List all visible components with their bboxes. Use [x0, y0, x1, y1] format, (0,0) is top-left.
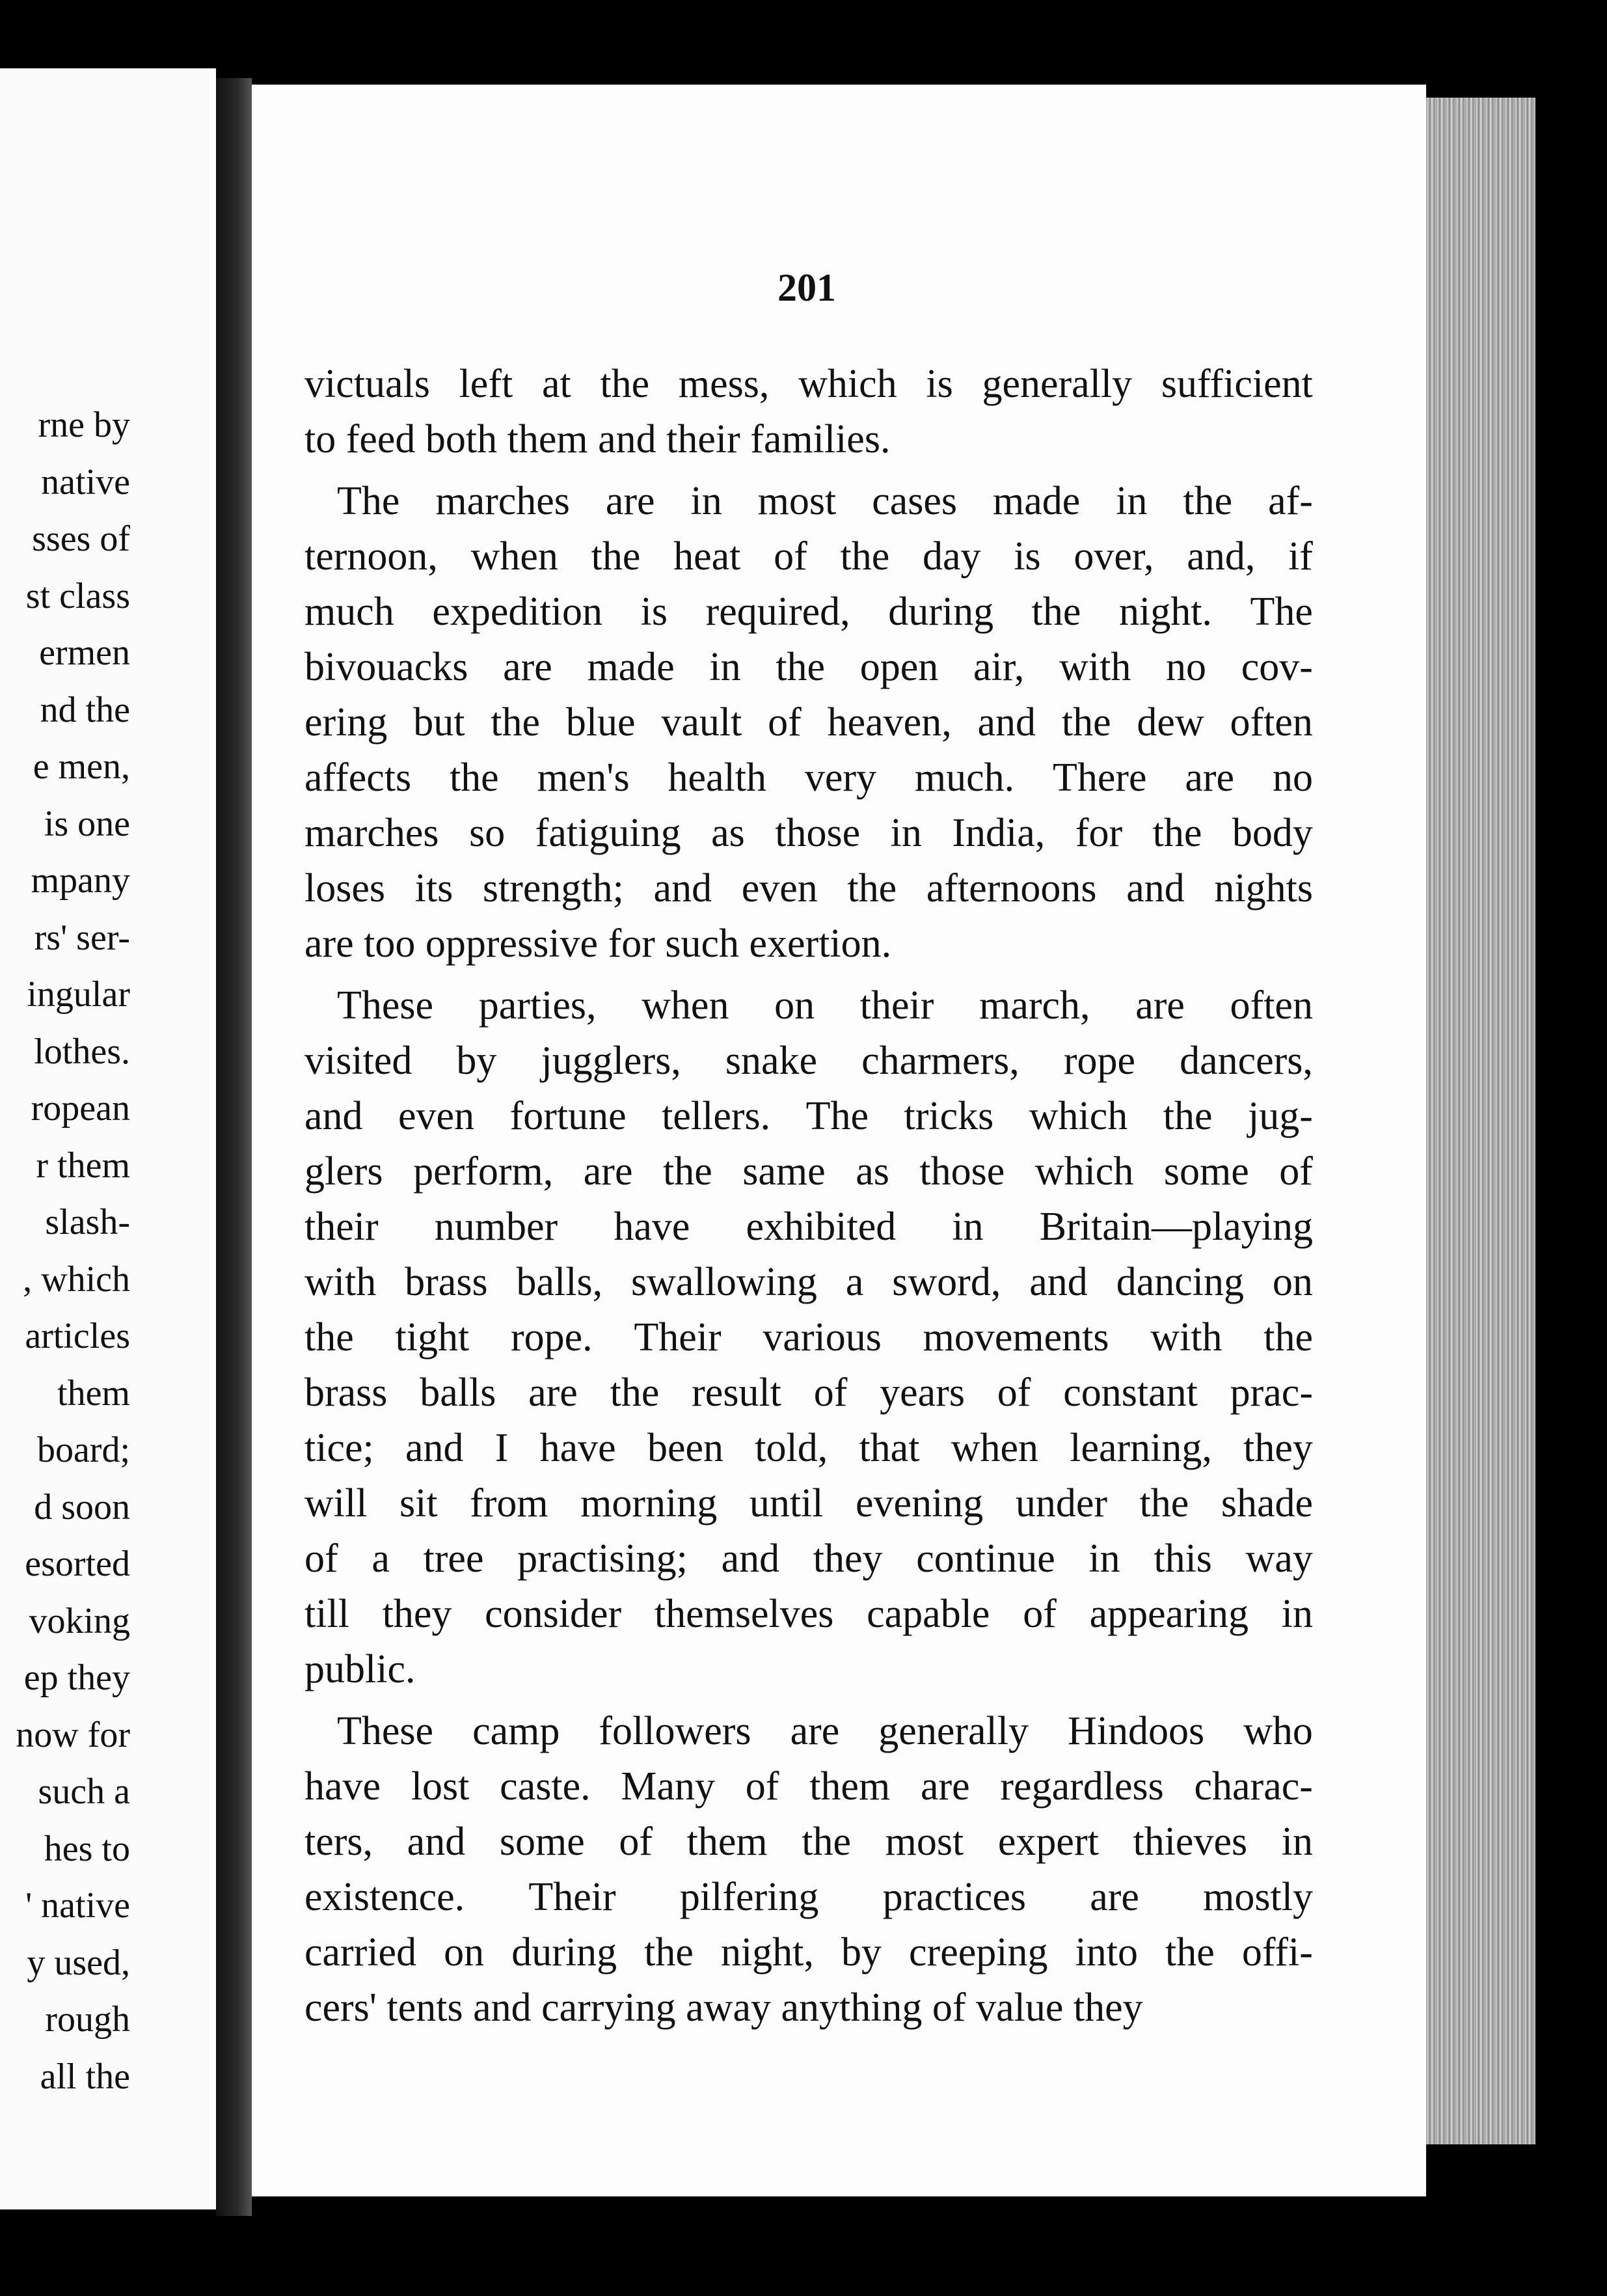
book-gutter [216, 78, 252, 2216]
body-text [304, 357, 1313, 2036]
left-page-line: voking [29, 1600, 130, 1641]
paragraph-gap [304, 1697, 1313, 1704]
text-line: public. [304, 1647, 416, 1691]
paragraph-gap [304, 467, 1313, 474]
page-number: 201 [777, 266, 836, 309]
left-page-line: slash- [45, 1202, 130, 1242]
text-line: affects the men's health very much. There are no [304, 756, 1313, 800]
left-page-line: ropean [31, 1088, 130, 1128]
text-line: will sit from morning until evening under the shade [304, 1481, 1313, 1525]
text-line: are too oppressive for such exertion. [304, 922, 892, 966]
left-page-line: esorted [25, 1544, 130, 1584]
left-page-line: ingular [27, 974, 130, 1015]
left-page-line: nd the [40, 689, 130, 730]
left-page-line: rough [45, 1999, 130, 2040]
left-page-line: all the [40, 2056, 130, 2097]
text-line: These parties, when on their march, are often [337, 983, 1313, 1028]
text-line: of a tree practising; and they continue in this way [304, 1537, 1313, 1581]
left-page-line: ' native [25, 1885, 130, 1926]
text-line: their number have exhibited in Britain—playing [304, 1205, 1313, 1249]
left-page-line: ermen [39, 633, 130, 673]
text-line: marches so fatiguing as those in India, for the body [304, 811, 1313, 855]
left-page-line: native [41, 461, 130, 502]
text-line: victuals left at the mess, which is generally sufficient [304, 362, 1313, 406]
left-page-text [0, 397, 130, 2105]
paragraph [304, 978, 1313, 1697]
text-line: glers perform, are the same as those which some of [304, 1149, 1313, 1194]
text-line: visited by jugglers, snake charmers, rope dancers, [304, 1039, 1313, 1083]
left-page-line: them [57, 1373, 130, 1414]
text-line: cers' tents and carrying away anything of value they [304, 1986, 1143, 2030]
text-line: The marches are in most cases made in the af- [337, 479, 1313, 523]
text-line: existence. Their pilfering practices are mostly [304, 1875, 1313, 1919]
left-page-line: d soon [34, 1486, 130, 1527]
text-line: the tight rope. Their various movements with the [304, 1315, 1313, 1360]
page-edges [1426, 98, 1535, 2144]
left-page-line: ep they [23, 1658, 130, 1698]
text-line: ters, and some of them the most expert thieves in [304, 1820, 1313, 1864]
text-line: tice; and I have been told, that when learning, they [304, 1426, 1313, 1470]
paragraph-gap [304, 972, 1313, 978]
left-page-line: hes to [44, 1828, 130, 1869]
left-page-line: sses of [32, 519, 130, 559]
left-page-fragment [0, 68, 216, 2209]
left-page-line: , which [23, 1259, 130, 1300]
left-page-line: mpany [31, 860, 130, 901]
left-page-line: rne by [38, 405, 130, 445]
text-line: much expedition is required, during the night. The [304, 590, 1313, 634]
left-page-line: e men, [33, 746, 130, 787]
left-page-line: now for [16, 1714, 130, 1755]
text-line: These camp followers are generally Hindoos who [337, 1709, 1313, 1753]
paragraph [304, 357, 1313, 467]
left-page-line: board; [36, 1430, 130, 1470]
text-line: with brass balls, swallowing a sword, and dancing on [304, 1260, 1313, 1304]
left-page-line: lothes. [34, 1031, 130, 1072]
left-page-line: rs' ser- [34, 917, 130, 958]
left-page-line: articles [25, 1316, 130, 1356]
text-line: ternoon, when the heat of the day is over, and, if [304, 534, 1313, 579]
text-line: till they consider themselves capable of appearing in [304, 1592, 1313, 1636]
text-line: loses its strength; and even the afternoons and nights [304, 866, 1313, 910]
text-line: ering but the blue vault of heaven, and the dew often [304, 700, 1313, 745]
text-line: and even fortune tellers. The tricks which the jug- [304, 1094, 1313, 1138]
left-page-line: r them [36, 1145, 130, 1186]
text-line: brass balls are the result of years of constant prac- [304, 1371, 1313, 1415]
text-line: to feed both them and their families. [304, 417, 891, 461]
text-line: carried on during the night, by creeping into the offi- [304, 1930, 1313, 1975]
left-page-line: y used, [27, 1942, 130, 1983]
text-line: have lost caste. Many of them are regardless charac- [304, 1764, 1313, 1809]
paragraph [304, 474, 1313, 972]
left-page-line: such a [38, 1771, 130, 1812]
left-page-line: is one [44, 803, 130, 844]
paragraph [304, 1704, 1313, 2036]
left-page-line: st class [25, 575, 130, 616]
text-line: bivouacks are made in the open air, with no cov- [304, 645, 1313, 689]
